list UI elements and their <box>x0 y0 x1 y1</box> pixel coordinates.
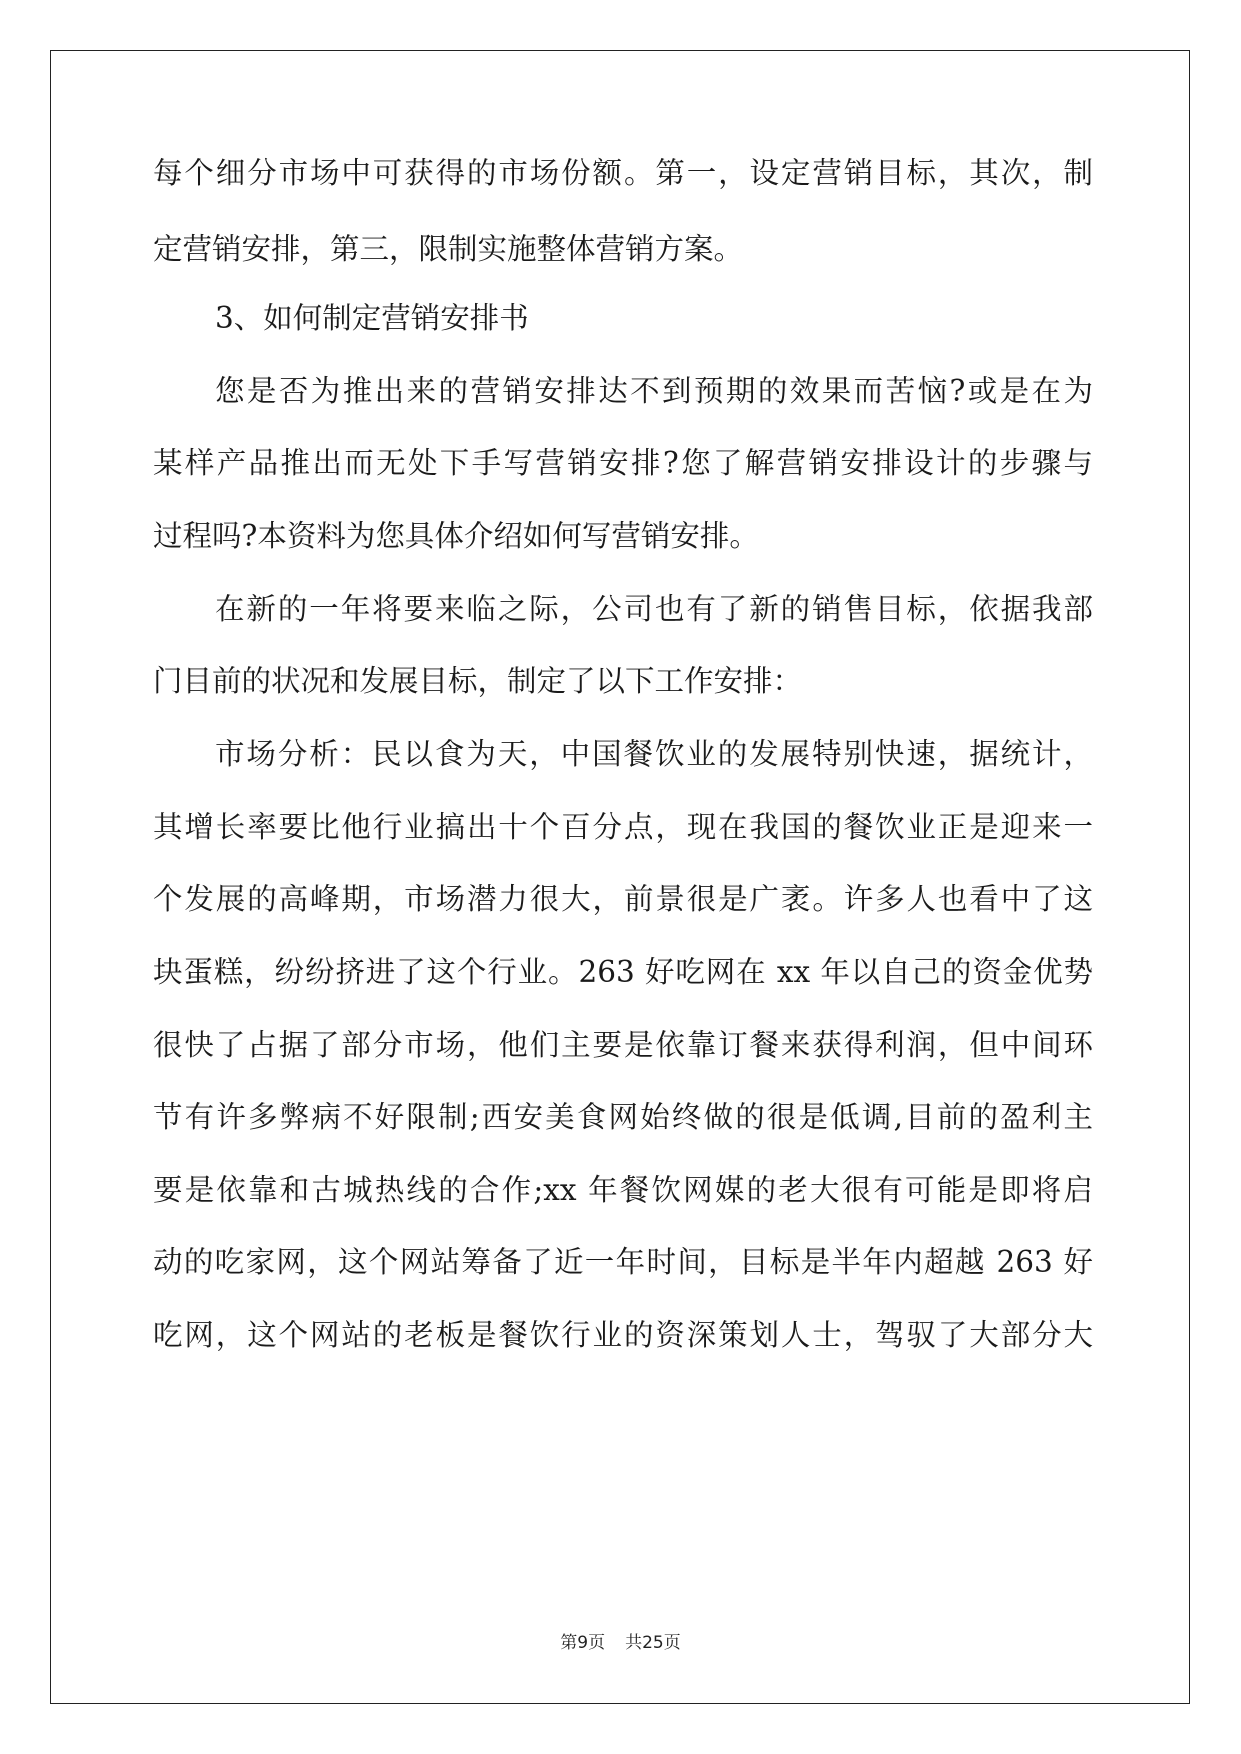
body-line-15: 要是依靠和古城热线的合作;xx 年餐饮网媒的老大很有可能是即将启 <box>153 1173 1093 1207</box>
body-line-4: 您是否为推出来的营销安排达不到预期的效果而苦恼?或是在为 <box>215 374 1093 408</box>
footer-page-prefix: 第 <box>560 1633 578 1653</box>
section-heading: 3、如何制定营销安排书 <box>215 301 529 335</box>
body-line-6: 过程吗?本资料为您具体介绍如何写营销安排。 <box>153 519 759 553</box>
body-line-7: 在新的一年将要来临之际，公司也有了新的销售目标，依据我部 <box>215 592 1093 626</box>
body-line-11: 个发展的高峰期，市场潜力很大，前景很是广袤。许多人也看中了这 <box>153 882 1093 916</box>
footer-total-prefix: 共 <box>625 1633 643 1653</box>
body-line-10: 其增长率要比他行业搞出十个百分点，现在我国的餐饮业正是迎来一 <box>153 810 1093 844</box>
page-footer <box>0 1632 1241 1654</box>
body-line-14: 节有许多弊病不好限制;西安美食网始终做的很是低调,目前的盈利主 <box>153 1100 1093 1134</box>
page-border <box>50 50 1190 1704</box>
body-line-9: 市场分析：民以食为天，中国餐饮业的发展特别快速，据统计， <box>215 737 1093 771</box>
footer-page-number: 9 <box>577 1633 589 1653</box>
body-line-8: 门目前的状况和发展目标，制定了以下工作安排： <box>153 664 803 698</box>
body-line-12: 块蛋糕，纷纷挤进了这个行业。263 好吃网在 xx 年以自己的资金优势 <box>153 955 1093 989</box>
body-line-2: 定营销安排，第三，限制实施整体营销方案。 <box>153 232 744 266</box>
footer-total-pages: 25 <box>642 1633 664 1653</box>
body-line-17: 吃网，这个网站的老板是餐饮行业的资深策划人士，驾驭了大部分大 <box>153 1318 1093 1352</box>
body-line-13: 很快了占据了部分市场，他们主要是依靠订餐来获得利润，但中间环 <box>153 1028 1093 1062</box>
body-line-5: 某样产品推出而无处下手写营销安排?您了解营销安排设计的步骤与 <box>153 446 1093 480</box>
footer-total-suffix: 页 <box>663 1633 681 1653</box>
body-line-16: 动的吃家网，这个网站筹备了近一年时间，目标是半年内超越 263 好 <box>153 1245 1093 1279</box>
body-line-1: 每个细分市场中可获得的市场份额。第一，设定营销目标，其次，制 <box>153 156 1093 190</box>
footer-page-suffix: 页 <box>588 1633 606 1653</box>
